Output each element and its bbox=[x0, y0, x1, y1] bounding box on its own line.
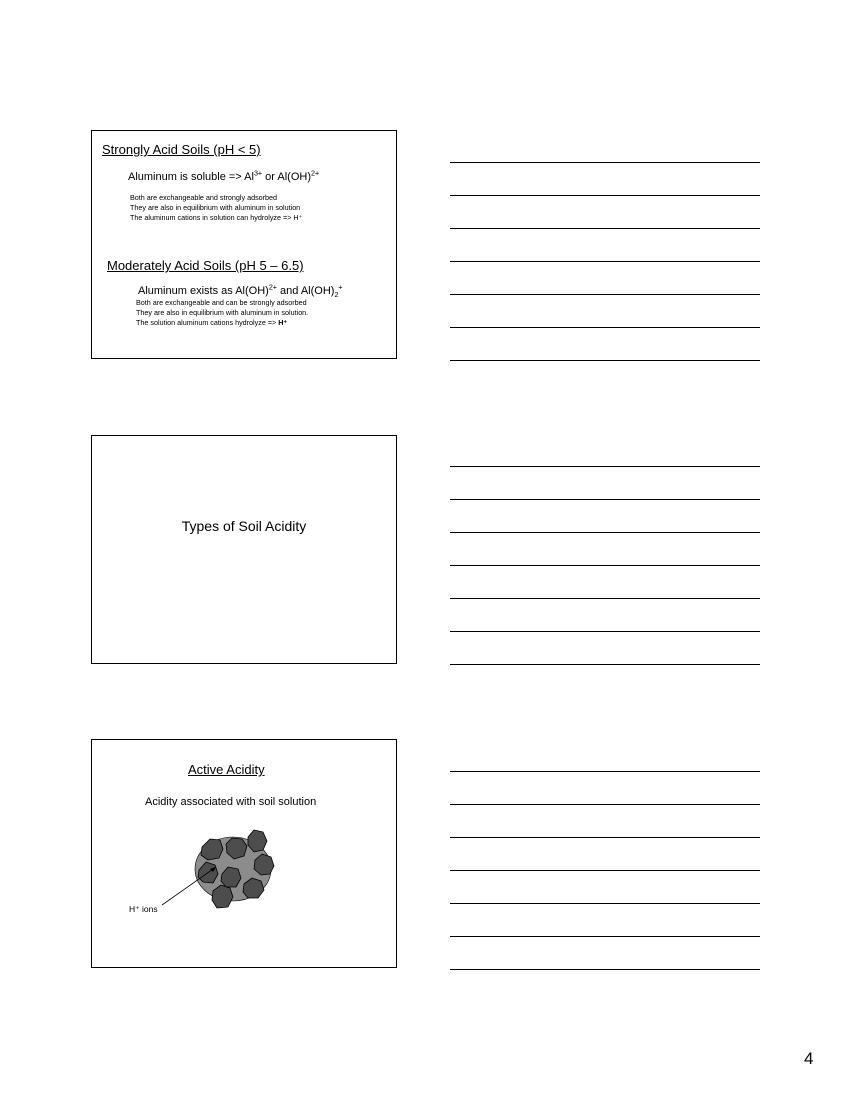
slide-strongly-acid-soils bbox=[91, 130, 397, 359]
note-line-rule bbox=[450, 261, 760, 262]
note-line-rule bbox=[450, 903, 760, 904]
note-line: They are also in equilibrium with aluminum in solution bbox=[130, 203, 301, 213]
note-line-rule bbox=[450, 532, 760, 533]
slide-subtitle: Acidity associated with soil solution bbox=[145, 796, 317, 808]
note-line-rule bbox=[450, 565, 760, 566]
strongly-acid-notes bbox=[130, 193, 302, 223]
slide-title: Active Acidity bbox=[188, 762, 265, 777]
note-line-rule bbox=[450, 162, 760, 163]
note-line: The aluminum cations in solution can hydrolyze => H⁺ bbox=[130, 213, 303, 223]
h-ions-label: H⁺ ions bbox=[129, 904, 158, 914]
note-line: Both are exchangeable and can be strongly adsorbed bbox=[136, 298, 307, 307]
note-line: Both are exchangeable and strongly adsorbed bbox=[130, 193, 278, 202]
heading-moderately-acid-soils: Moderately Acid Soils (pH 5 – 6.5) bbox=[107, 258, 304, 273]
soil-particle-icon bbox=[248, 830, 267, 852]
moderately-acid-notes bbox=[136, 298, 308, 328]
note-line-rule bbox=[450, 294, 760, 295]
note-line-rule bbox=[450, 228, 760, 229]
note-line-rule bbox=[450, 969, 760, 970]
note-line-rule bbox=[450, 360, 760, 361]
slide-active-acidity bbox=[91, 739, 397, 968]
note-line-rule bbox=[450, 804, 760, 805]
aluminum-soluble-line: Aluminum is soluble => $Al^{3+}$ or Al(OH)$^{2+}$ bbox=[128, 169, 320, 183]
note-line-rule bbox=[450, 870, 760, 871]
note-line-rule bbox=[450, 936, 760, 937]
note-line-rule bbox=[450, 598, 760, 599]
page-number: 4 bbox=[804, 1049, 814, 1068]
note-line-rule bbox=[450, 664, 760, 665]
note-line-rule bbox=[450, 499, 760, 500]
note-line: The solution aluminum cations hydrolyze => H⁺ bbox=[136, 318, 288, 328]
note-line-rule bbox=[450, 631, 760, 632]
note-line-rule bbox=[450, 837, 760, 838]
note-line-rule bbox=[450, 327, 760, 328]
note-line-rule bbox=[450, 771, 760, 772]
heading-strongly-acid-soils: Strongly Acid Soils (pH < 5) bbox=[102, 142, 261, 157]
note-line: They are also in equilibrium with aluminum in solution. bbox=[136, 308, 309, 318]
soil-aggregate-diagram bbox=[92, 740, 396, 967]
soil-particle-icon bbox=[201, 839, 223, 860]
aluminum-exists-line: Aluminum exists as Al(OH)$^{2+}$ and $Al(OH)_2^+$ bbox=[138, 283, 343, 300]
slide-title: Types of Soil Acidity bbox=[181, 518, 307, 534]
slide-types-of-soil-acidity bbox=[91, 435, 397, 664]
note-line-rule bbox=[450, 195, 760, 196]
note-line-rule bbox=[450, 466, 760, 467]
